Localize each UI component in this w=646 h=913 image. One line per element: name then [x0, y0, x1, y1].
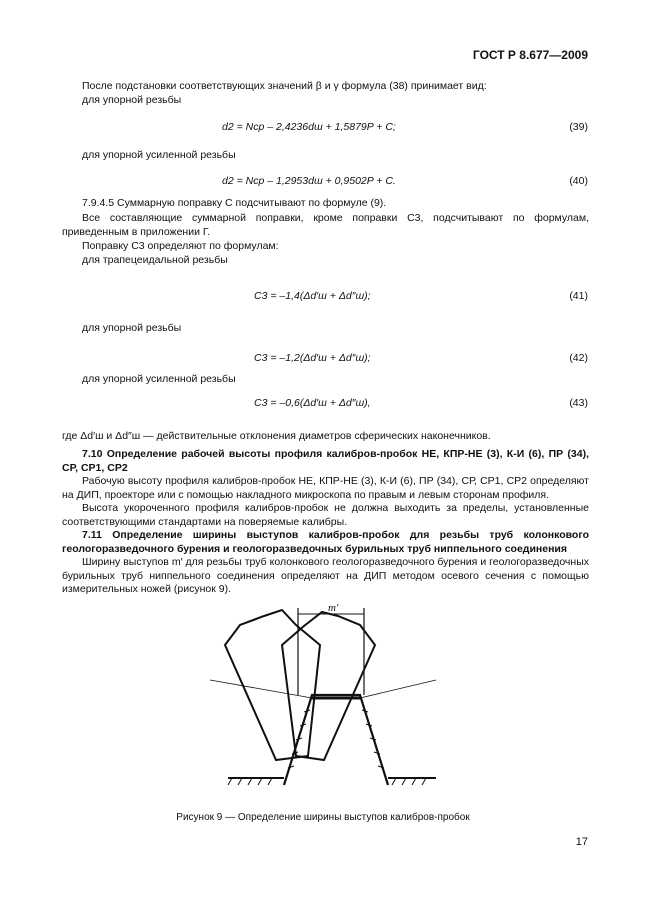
intro-line: После подстановки соответствующих значений β и γ формула (38) принимает вид: [82, 80, 487, 92]
figure-caption: Рисунок 9 — Определение ширины выступов калибров-пробок [176, 812, 470, 823]
equation-39-number: (39) [569, 121, 588, 133]
paragraph-c3: Поправку C3 определяют по формулам: [82, 240, 279, 252]
construction-line-left [210, 680, 312, 698]
equation-40-number: (40) [569, 175, 588, 187]
page-number: 17 [575, 836, 588, 848]
section-7-11-heading: 7.11 Определение ширины выступов калибров-пробок для резьбы труб колонкового геологоразведочного бурения и геологоразведочных бурильных труб ниппельного соединения [62, 529, 589, 555]
thread-tooth-profile [284, 695, 388, 785]
section-7-10-paragraph-1: Рабочую высоту профиля калибров-пробок НЕ, КПР-НЕ (3), К-И (6), ПР (34), СР, СР1, СР2 определяют на ДИП, проекторе или с помощью накладного микроскопа по правым и левым сторонам профиля. [62, 475, 589, 501]
equation-42: C3 = –1,2(Δd′ш + Δd″ш); [254, 352, 371, 364]
equation-41-number: (41) [569, 290, 588, 302]
equation-43-number: (43) [569, 397, 588, 409]
equation-40: d2 = Nср – 1,2953dш + 0,9502P + C. [222, 175, 396, 187]
dimension-label-m: m′ [328, 602, 339, 614]
equation-41: C3 = –1,4(Δd′ш + Δd″ш); [254, 290, 371, 302]
section-7-11-paragraph-1: Ширину выступов m′ для резьбы труб колонкового геологоразведочного бурения и геологоразведочных бурильных труб ниппельного соединения определяют на ДИП методом осевого сечения с помощью измерительных ножей (рисунок 9). [62, 556, 589, 595]
base-hatching [228, 778, 426, 785]
label-reinforced-thread-2: для упорной усиленной резьбы [82, 373, 236, 385]
construction-line-right [360, 680, 436, 698]
label-trapezoidal-thread: для трапецеидальной резьбы [82, 254, 228, 266]
where-line: где Δd′ш и Δd″ш — действительные отклонения диаметров сферических наконечников. [62, 430, 491, 442]
label-thrust-thread: для упорной резьбы [82, 94, 182, 106]
paragraph-components: Все составляющие суммарной поправки, кроме поправки C3, подсчитывают по формулам, приведенным в приложении Г. [62, 212, 589, 238]
section-7-10-heading: 7.10 Определение рабочей высоты профиля калибров-пробок НЕ, КПР-НЕ (3), К-И (6), ПР (34), СР, СР1, СР2 [62, 448, 589, 474]
figure-9-drawing [200, 600, 450, 800]
right-measuring-knife [282, 612, 375, 760]
flank-hatching [288, 710, 384, 768]
equation-42-number: (42) [569, 352, 588, 364]
paragraph-7945: 7.9.4.5 Суммарную поправку C подсчитывают по формуле (9). [82, 197, 387, 209]
label-thrust-thread-2: для упорной резьбы [82, 322, 182, 334]
label-reinforced-thread: для упорной усиленной резьбы [82, 149, 236, 161]
equation-39: d2 = Nср – 2,4236dш + 1,5879P + C; [222, 121, 396, 133]
document-code: ГОСТ Р 8.677—2009 [472, 48, 588, 62]
equation-43: C3 = –0,6(Δd′ш + Δd″ш), [254, 397, 371, 409]
section-7-10-paragraph-2: Высота укороченного профиля калибров-пробок не должна выходить за пределы, установленные соответствующими стандартами на поверяемые калибры. [62, 502, 589, 528]
